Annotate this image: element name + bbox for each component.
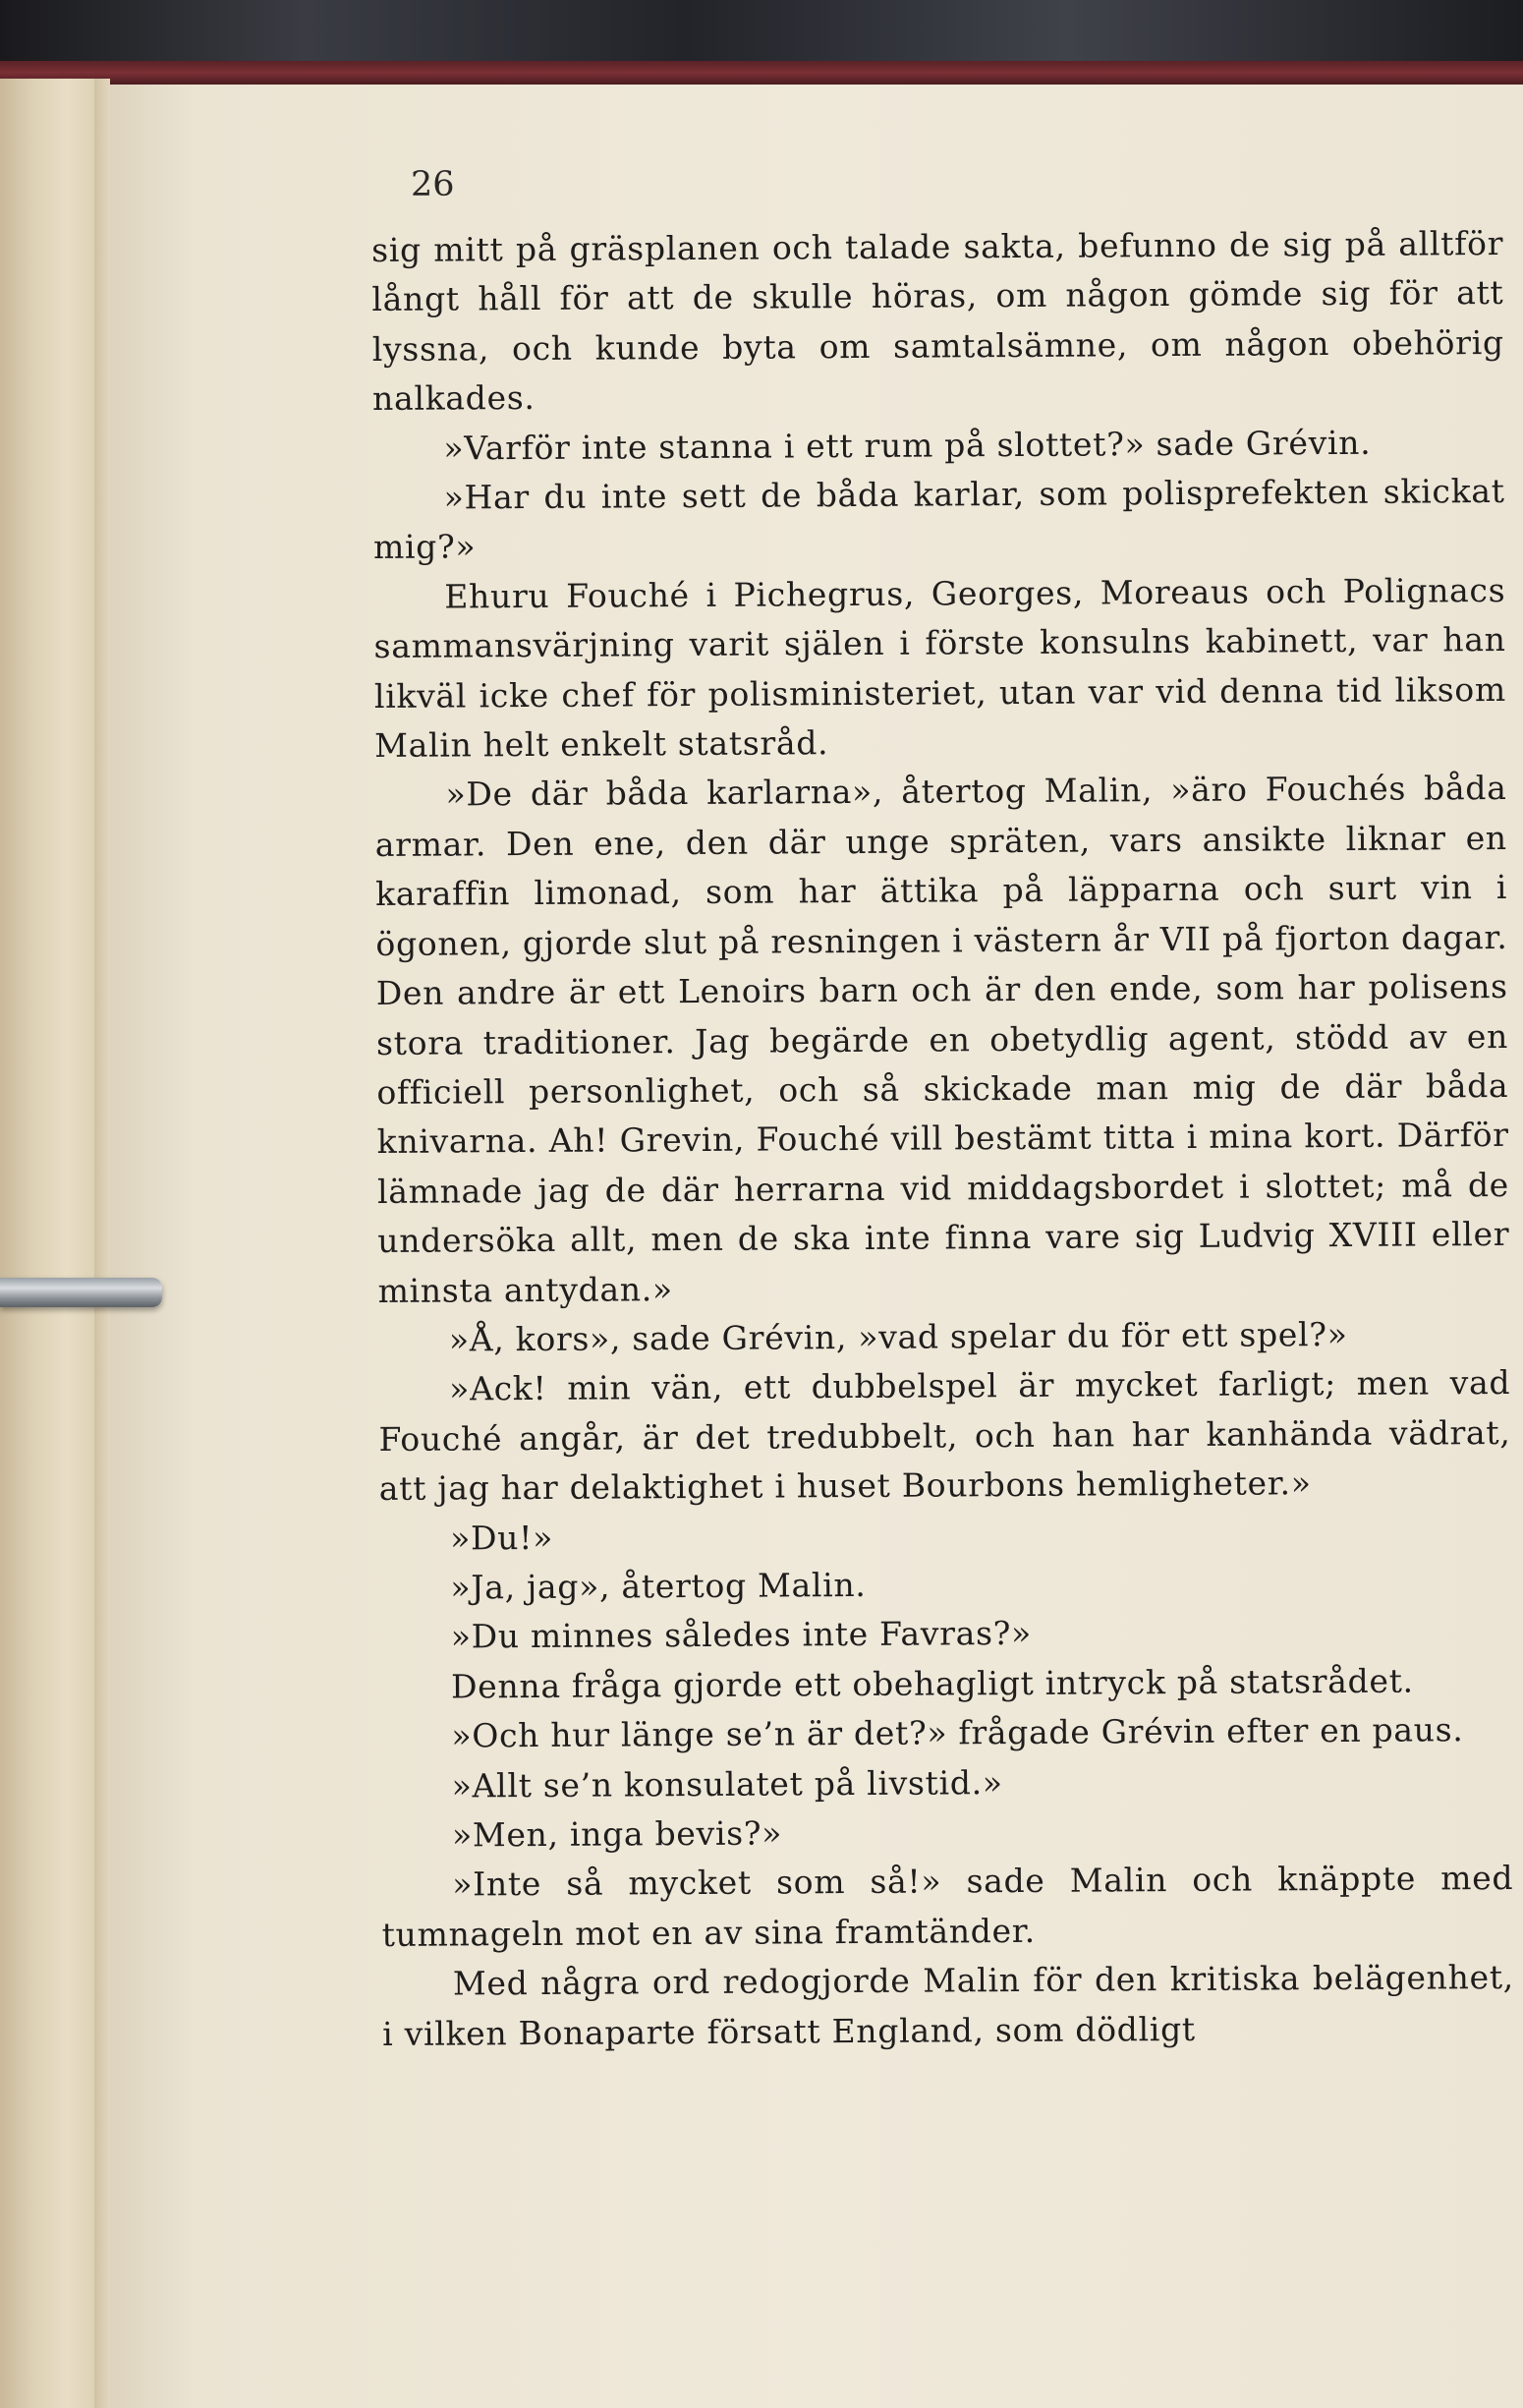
paragraph: »De där båda karlarna», återtog Malin, »äro Fouchés båda armar. Den ene, den där unge spräten, vars ansikte liknar en karaffin limonad, som har ättika på läpparna och surt vin i ögonen, gjorde slut på resningen i västern år VII på fjorton dagar. Den andre är ett Lenoirs barn och är den ende, som har polisens stora traditioner. Jag begärde en obetydlig agent, stödd av en officiell personlighet, och så skickade man mig de där båda knivarna. Ah! Grevin, Fouché vill bestämt titta i mina kort. Därför lämnade jag de där herrarna vid middagsbordet i slottet; må de undersöka allt, men de ska inte finna vare sig Ludvig XVIII eller minsta antydan.» — [374, 769, 1510, 1310]
paragraph: »Inte så mycket som så!» sade Malin och knäppte med tumnageln mot en av sina framtänder. — [381, 1859, 1514, 1954]
paragraph: »Ack! min vän, ett dubbelspel är mycket farligt; men vad Fouché angår, är det tredubbelt, och han har kanhända vädrat, att jag har delaktighet i huset Bourbons hemligheter.» — [378, 1363, 1511, 1509]
paragraph: »Har du inte sett de båda karlar, som polisprefekten skickat mig?» — [372, 471, 1505, 567]
bookmark-clip — [0, 1278, 162, 1307]
background-top — [0, 0, 1523, 67]
paragraph: »Och hur länge se’n är det?» frågade Grévin efter en paus. — [451, 1710, 1464, 1755]
paragraph: »Du!» — [450, 1518, 554, 1558]
paragraph: »Å, kors», sade Grévin, »vad spelar du för ett spel?» — [448, 1314, 1348, 1359]
book-cover-edge — [0, 61, 1523, 85]
paragraph: »Varför inte stanna i ett rum på slottet?» sade Grévin. — [443, 423, 1372, 468]
page-text — [371, 219, 1514, 2059]
book-page-edges — [0, 79, 110, 2408]
paragraph: »Ja, jag», återtog Malin. — [450, 1565, 867, 1607]
paragraph: sig mitt på gräsplanen och talade sakta, befunno de sig på alltför långt håll för att de skulle höras, om någon gömde sig för att lyssna, och kunde byta om samtalsämne, om någon obehörig nalkades. — [371, 223, 1504, 419]
paragraph: »Du minnes således inte Favras?» — [450, 1614, 1033, 1656]
paragraph: Med några ord redogjorde Malin för den kritiska belägenhet, i vilken Bonaparte försatt England, som dödligt — [382, 1958, 1515, 2053]
paragraph: »Allt se’n konsulatet på livstid.» — [451, 1762, 1003, 1806]
paragraph: Ehuru Fouché i Pichegrus, Georges, Moreaus och Polignacs sammansvärjning varit själen i förste konsulns kabinett, var han likväl icke chef för polisministeriet, utan var vid denna tid liksom Malin helt enkelt statsråd. — [373, 570, 1507, 766]
paragraph: »Men, inga bevis?» — [451, 1813, 783, 1855]
page-number: 26 — [411, 165, 455, 204]
paragraph: Denna fråga gjorde ett obehagligt intryck på statsrådet. — [450, 1661, 1414, 1706]
